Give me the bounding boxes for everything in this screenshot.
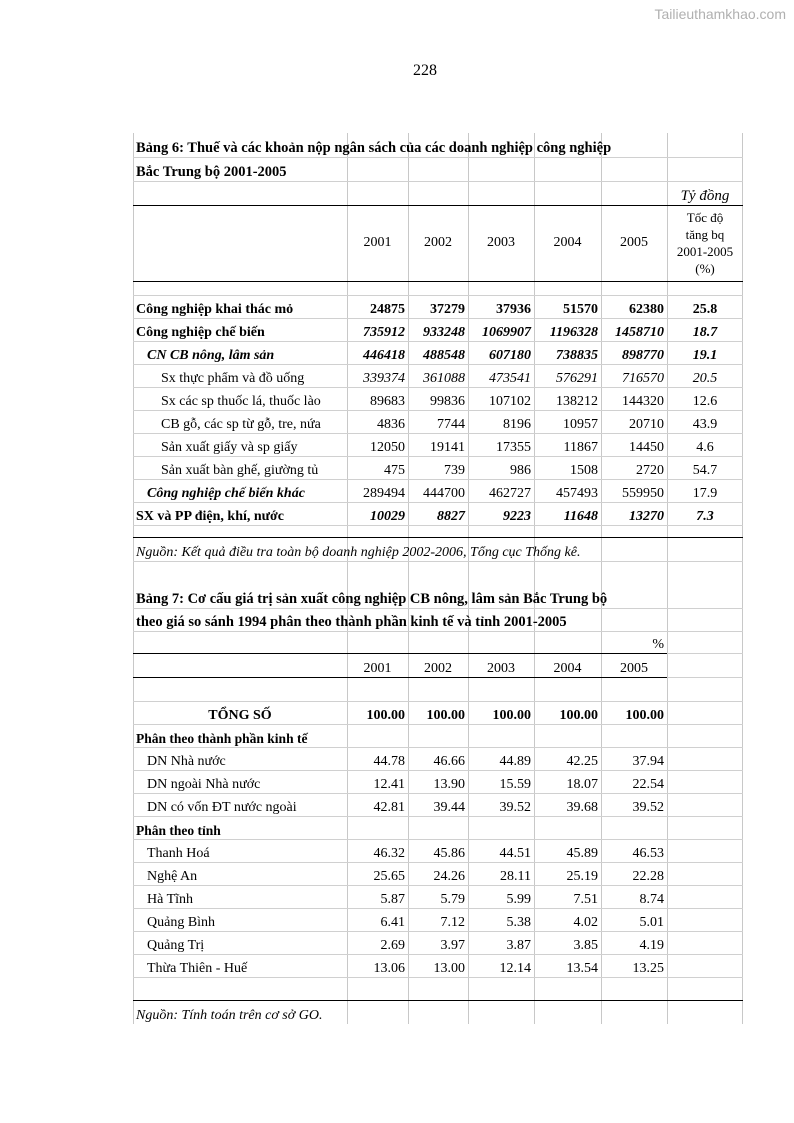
table-7 bbox=[133, 584, 743, 1024]
cell-value: 3.97 bbox=[440, 938, 465, 953]
cell-value: 46.32 bbox=[373, 846, 405, 861]
row-label: Quảng Trị bbox=[147, 938, 205, 953]
row-label: DN ngoài Nhà nước bbox=[147, 777, 261, 792]
table-6-year: 2002 bbox=[408, 205, 468, 281]
cell-value: 7.51 bbox=[573, 892, 598, 907]
table-6-year: 2001 bbox=[347, 205, 408, 281]
table-7-unit: % bbox=[652, 636, 664, 652]
table-6-row bbox=[133, 502, 743, 525]
cell-value: 10957 bbox=[563, 417, 598, 432]
cell-value: 5.38 bbox=[506, 915, 531, 930]
cell-value: 475 bbox=[384, 463, 405, 478]
table-7-row bbox=[133, 931, 743, 954]
row-label: Công nghiệp chế biến bbox=[136, 325, 265, 340]
cell-growth: 18.7 bbox=[692, 325, 718, 340]
table-6 bbox=[133, 133, 743, 561]
cell-value: 1458710 bbox=[615, 325, 664, 340]
row-label: Sx thực phẩm và đồ uống bbox=[161, 371, 305, 386]
table-7-year: 2005 bbox=[601, 653, 667, 677]
table-7-row bbox=[133, 954, 743, 977]
cell-growth: 54.7 bbox=[692, 463, 718, 478]
row-label: Hà Tĩnh bbox=[147, 892, 194, 907]
cell-value: 7744 bbox=[437, 417, 465, 432]
table-6-year: 2003 bbox=[468, 205, 534, 281]
cell-value: 559950 bbox=[622, 486, 664, 501]
cell-value: 8196 bbox=[503, 417, 531, 432]
cell-value: 25.65 bbox=[373, 869, 405, 884]
cell-value: 15.59 bbox=[499, 777, 531, 792]
table-6-row bbox=[133, 364, 743, 387]
cell-value: 45.89 bbox=[566, 846, 598, 861]
cell-value: 44.89 bbox=[499, 754, 531, 769]
cell-value: 576291 bbox=[556, 371, 598, 386]
cell-value: 18.07 bbox=[566, 777, 598, 792]
table-7-row bbox=[133, 862, 743, 885]
cell-value: 361088 bbox=[423, 371, 465, 386]
cell-value: 8.74 bbox=[639, 892, 664, 907]
cell-value: 99836 bbox=[430, 394, 465, 409]
row-label: Công nghiệp khai thác mỏ bbox=[136, 302, 294, 317]
cell-value: 25.19 bbox=[566, 869, 598, 884]
table-6-growth-header: Tốc độ tăng bq 2001-2005 (%) bbox=[667, 205, 743, 281]
cell-value: 1508 bbox=[570, 463, 598, 478]
watermark: Tailieuthamkhao.com bbox=[654, 6, 786, 22]
cell-value: 39.44 bbox=[433, 800, 465, 815]
cell-growth: 4.6 bbox=[696, 440, 714, 455]
row-label: Sx các sp thuốc lá, thuốc lào bbox=[161, 394, 321, 409]
table-6-title-line2: Bắc Trung bộ 2001-2005 bbox=[136, 164, 287, 180]
cell-value: 10029 bbox=[370, 509, 405, 524]
cell-value: 42.25 bbox=[566, 754, 598, 769]
table-7-row bbox=[133, 793, 743, 816]
table-6-row bbox=[133, 387, 743, 410]
table-7-row bbox=[133, 839, 743, 862]
cell-value: 488548 bbox=[423, 348, 465, 363]
cell-value: 13270 bbox=[629, 509, 664, 524]
cell-value: 289494 bbox=[363, 486, 405, 501]
table-6-row bbox=[133, 341, 743, 364]
cell-value: 45.86 bbox=[433, 846, 465, 861]
cell-value: 7.12 bbox=[440, 915, 465, 930]
cell-value: 39.52 bbox=[499, 800, 531, 815]
cell-value: 46.66 bbox=[433, 754, 465, 769]
cell-value: 6.41 bbox=[380, 915, 405, 930]
cell-value: 13.25 bbox=[632, 961, 664, 976]
row-label: DN Nhà nước bbox=[147, 754, 226, 769]
cell-value: 24875 bbox=[370, 302, 405, 317]
cell-value: 3.85 bbox=[573, 938, 598, 953]
cell-value: 12.14 bbox=[499, 961, 531, 976]
cell-value: 457493 bbox=[556, 486, 598, 501]
cell-value: 735912 bbox=[363, 325, 405, 340]
cell-value: 473541 bbox=[489, 371, 531, 386]
cell-value: 8827 bbox=[437, 509, 465, 524]
row-label: CN CB nông, lâm sản bbox=[147, 348, 275, 363]
cell-value: 44.51 bbox=[499, 846, 531, 861]
row-label: DN có vốn ĐT nước ngoài bbox=[147, 800, 297, 815]
cell-value: 42.81 bbox=[373, 800, 405, 815]
table-7-year: 2001 bbox=[347, 653, 408, 677]
cell-value: 107102 bbox=[489, 394, 531, 409]
cell-value: 5.87 bbox=[380, 892, 405, 907]
cell-value: 3.87 bbox=[506, 938, 531, 953]
cell-value: 14450 bbox=[629, 440, 664, 455]
cell-value: 13.54 bbox=[566, 961, 598, 976]
cell-value: 46.53 bbox=[632, 846, 664, 861]
cell-value: 1196328 bbox=[549, 325, 598, 340]
cell-value: 51570 bbox=[563, 302, 598, 317]
cell-growth: 7.3 bbox=[696, 509, 714, 524]
cell-value: 9223 bbox=[503, 509, 531, 524]
cell-value: 12.41 bbox=[373, 777, 405, 792]
cell-value: 138212 bbox=[556, 394, 598, 409]
cell-growth: 43.9 bbox=[692, 417, 718, 432]
cell-value: 933248 bbox=[423, 325, 465, 340]
cell-value: 37936 bbox=[496, 302, 531, 317]
cell-value: 37.94 bbox=[632, 754, 664, 769]
row-label: Quảng Bình bbox=[147, 915, 216, 930]
cell-value: 22.28 bbox=[632, 869, 664, 884]
row-label: Thanh Hoá bbox=[147, 846, 210, 861]
cell-value: 13.00 bbox=[433, 961, 465, 976]
cell-value: 986 bbox=[510, 463, 531, 478]
cell-value: 13.90 bbox=[433, 777, 465, 792]
cell-value: 898770 bbox=[622, 348, 664, 363]
cell-value: 462727 bbox=[489, 486, 531, 501]
cell-value: 39.52 bbox=[632, 800, 664, 815]
cell-value: 22.54 bbox=[632, 777, 664, 792]
table-7-section2-label: Phân theo tỉnh bbox=[136, 823, 221, 838]
table-6-row bbox=[133, 479, 743, 502]
table-6-title-line1: Bảng 6: Thuế và các khoản nộp ngân sách của các doanh nghiệp công nghiệp bbox=[136, 140, 612, 156]
table-6-row bbox=[133, 295, 743, 318]
table-7-total-row: TỔNG SỐ 100.00 100.00 100.00 100.00 100.00 bbox=[208, 708, 664, 723]
cell-growth: 17.9 bbox=[692, 486, 718, 501]
cell-value: 446418 bbox=[363, 348, 405, 363]
cell-value: 28.11 bbox=[500, 869, 531, 884]
cell-value: 11648 bbox=[563, 509, 598, 524]
cell-value: 4.02 bbox=[573, 915, 598, 930]
cell-growth: 12.6 bbox=[692, 394, 718, 409]
cell-value: 607180 bbox=[489, 348, 531, 363]
cell-value: 2.69 bbox=[380, 938, 405, 953]
table-6-source: Nguồn: Kết quả điều tra toàn bộ doanh nghiệp 2002-2006, Tổng cục Thống kê. bbox=[136, 545, 581, 560]
row-label: CB gỗ, các sp từ gỗ, tre, nứa bbox=[161, 417, 321, 432]
cell-value: 44.78 bbox=[373, 754, 405, 769]
table-7-title-line2: theo giá so sánh 1994 phân theo thành phần kinh tế và tỉnh 2001-2005 bbox=[136, 614, 567, 630]
cell-value: 716570 bbox=[622, 371, 664, 386]
cell-value: 5.01 bbox=[639, 915, 664, 930]
table-6-unit: Tỷ đồng bbox=[680, 187, 730, 204]
cell-value: 5.99 bbox=[506, 892, 531, 907]
cell-value: 11867 bbox=[563, 440, 598, 455]
cell-value: 739 bbox=[444, 463, 465, 478]
cell-value: 1069907 bbox=[482, 325, 531, 340]
row-label: Thừa Thiên - Huế bbox=[147, 961, 248, 976]
row-label: Sản xuất bàn ghế, giường tủ bbox=[161, 463, 319, 478]
cell-value: 24.26 bbox=[433, 869, 465, 884]
page-number: 228 bbox=[413, 62, 437, 79]
cell-value: 12050 bbox=[370, 440, 405, 455]
cell-value: 62380 bbox=[629, 302, 664, 317]
table-6-row bbox=[133, 410, 743, 433]
cell-value: 444700 bbox=[423, 486, 465, 501]
cell-value: 4.19 bbox=[639, 938, 664, 953]
table-7-row bbox=[133, 885, 743, 908]
cell-value: 5.79 bbox=[440, 892, 465, 907]
table-6-year: 2004 bbox=[534, 205, 601, 281]
cell-growth: 20.5 bbox=[692, 371, 718, 386]
table-7-section1-label: Phân theo thành phần kinh tế bbox=[136, 731, 308, 746]
cell-value: 144320 bbox=[622, 394, 664, 409]
table-7-row bbox=[133, 770, 743, 793]
row-label: Nghệ An bbox=[147, 869, 198, 884]
cell-value: 19141 bbox=[430, 440, 465, 455]
cell-value: 89683 bbox=[370, 394, 405, 409]
cell-growth: 19.1 bbox=[692, 348, 718, 363]
table-7-year: 2004 bbox=[534, 653, 601, 677]
table-6-row bbox=[133, 456, 743, 479]
cell-value: 13.06 bbox=[373, 961, 405, 976]
table-6-row bbox=[133, 433, 743, 456]
cell-value: 339374 bbox=[363, 371, 405, 386]
row-label: Công nghiệp chế biến khác bbox=[147, 486, 305, 501]
table-6-row bbox=[133, 318, 743, 341]
row-label: SX và PP điện, khí, nước bbox=[136, 509, 285, 524]
cell-value: 17355 bbox=[496, 440, 531, 455]
cell-growth: 25.8 bbox=[692, 302, 718, 317]
row-label: Sản xuất giấy và sp giấy bbox=[161, 440, 298, 455]
table-6-year: 2005 bbox=[601, 205, 667, 281]
table-7-year: 2003 bbox=[468, 653, 534, 677]
table-7-year: 2002 bbox=[408, 653, 468, 677]
cell-value: 738835 bbox=[556, 348, 598, 363]
table-7-row bbox=[133, 908, 743, 931]
cell-value: 4836 bbox=[377, 417, 405, 432]
table-7-row bbox=[133, 747, 743, 770]
cell-value: 37279 bbox=[430, 302, 465, 317]
table-7-source: Nguồn: Tính toán trên cơ sở GO. bbox=[136, 1008, 323, 1023]
cell-value: 20710 bbox=[629, 417, 664, 432]
cell-value: 2720 bbox=[636, 463, 664, 478]
cell-value: 39.68 bbox=[566, 800, 598, 815]
table-7-title-line1: Bảng 7: Cơ cấu giá trị sản xuất công nghiệp CB nông, lâm sản Bắc Trung bộ bbox=[136, 591, 608, 607]
